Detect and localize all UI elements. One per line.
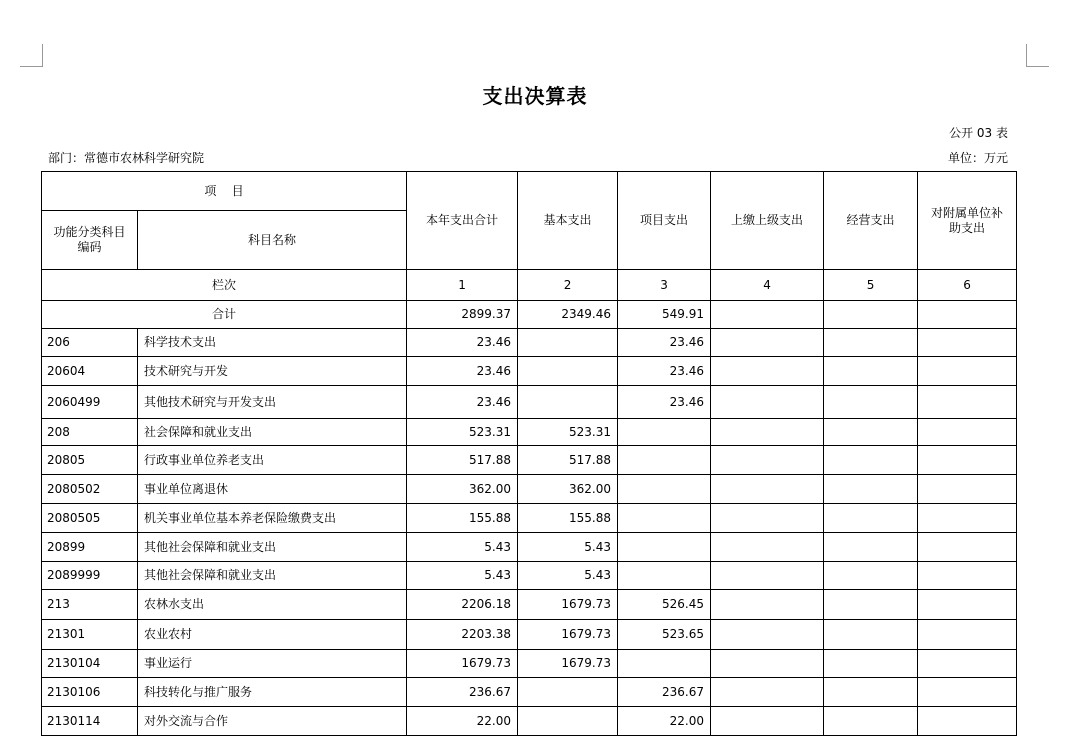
row-col4 bbox=[711, 707, 824, 736]
row-code: 2130104 bbox=[42, 650, 138, 678]
header-col6: 对附属单位补助支出 bbox=[918, 172, 1017, 270]
table-row bbox=[42, 386, 1017, 419]
table-row bbox=[42, 446, 1017, 475]
table-row bbox=[42, 590, 1017, 620]
department-label: 部门：常德市农林科学研究院 bbox=[48, 151, 205, 165]
header-name: 科目名称 bbox=[138, 211, 407, 270]
row-name: 行政事业单位养老支出 bbox=[138, 446, 407, 475]
row-name: 社会保障和就业支出 bbox=[138, 419, 407, 446]
header-row-1 bbox=[42, 172, 1017, 211]
row-col5 bbox=[824, 562, 918, 590]
row-name: 其他社会保障和就业支出 bbox=[138, 562, 407, 590]
total-basic: 2349.46 bbox=[518, 301, 618, 329]
row-basic: 155.88 bbox=[518, 504, 618, 533]
row-col5 bbox=[824, 533, 918, 562]
row-col5 bbox=[824, 446, 918, 475]
row-project: 22.00 bbox=[618, 707, 711, 736]
row-col4 bbox=[711, 329, 824, 357]
row-name: 农业农村 bbox=[138, 620, 407, 650]
row-total: 22.00 bbox=[407, 707, 518, 736]
table-row bbox=[42, 504, 1017, 533]
unit-label: 单位：万元 bbox=[947, 151, 1008, 165]
header-col5: 经营支出 bbox=[824, 172, 918, 270]
row-col6 bbox=[918, 707, 1017, 736]
row-col6 bbox=[918, 419, 1017, 446]
row-name: 其他社会保障和就业支出 bbox=[138, 533, 407, 562]
row-basic: 1679.73 bbox=[518, 590, 618, 620]
row-code: 20899 bbox=[42, 533, 138, 562]
row-col6 bbox=[918, 590, 1017, 620]
row-basic bbox=[518, 329, 618, 357]
row-col6 bbox=[918, 357, 1017, 386]
row-code: 20805 bbox=[42, 446, 138, 475]
row-total: 1679.73 bbox=[407, 650, 518, 678]
table-row bbox=[42, 650, 1017, 678]
row-code: 2060499 bbox=[42, 386, 138, 419]
row-name: 对外交流与合作 bbox=[138, 707, 407, 736]
row-col4 bbox=[711, 357, 824, 386]
row-code: 213 bbox=[42, 590, 138, 620]
row-project: 23.46 bbox=[618, 357, 711, 386]
row-total: 362.00 bbox=[407, 475, 518, 504]
index-row bbox=[42, 270, 1017, 301]
total-col4 bbox=[711, 301, 824, 329]
row-col5 bbox=[824, 357, 918, 386]
index-col-1: 1 bbox=[407, 270, 518, 301]
row-code: 2130114 bbox=[42, 707, 138, 736]
row-col6 bbox=[918, 475, 1017, 504]
row-col6 bbox=[918, 533, 1017, 562]
row-basic: 5.43 bbox=[518, 562, 618, 590]
row-col6 bbox=[918, 446, 1017, 475]
row-col5 bbox=[824, 707, 918, 736]
row-name: 事业运行 bbox=[138, 650, 407, 678]
row-col5 bbox=[824, 475, 918, 504]
row-name: 机关事业单位基本养老保险缴费支出 bbox=[138, 504, 407, 533]
row-col6 bbox=[918, 678, 1017, 707]
index-col-2: 2 bbox=[518, 270, 618, 301]
header-col4: 上缴上级支出 bbox=[711, 172, 824, 270]
row-col5 bbox=[824, 504, 918, 533]
row-col4 bbox=[711, 650, 824, 678]
row-code: 2080505 bbox=[42, 504, 138, 533]
row-project bbox=[618, 504, 711, 533]
row-project: 523.65 bbox=[618, 620, 711, 650]
row-col5 bbox=[824, 386, 918, 419]
row-total: 23.46 bbox=[407, 386, 518, 419]
table-row bbox=[42, 357, 1017, 386]
total-col6 bbox=[918, 301, 1017, 329]
row-col6 bbox=[918, 329, 1017, 357]
row-total: 23.46 bbox=[407, 329, 518, 357]
row-code: 2130106 bbox=[42, 678, 138, 707]
row-basic: 1679.73 bbox=[518, 650, 618, 678]
row-code: 208 bbox=[42, 419, 138, 446]
row-total: 517.88 bbox=[407, 446, 518, 475]
row-col6 bbox=[918, 504, 1017, 533]
row-total: 23.46 bbox=[407, 357, 518, 386]
row-col4 bbox=[711, 620, 824, 650]
row-basic: 523.31 bbox=[518, 419, 618, 446]
expenditure-table bbox=[41, 171, 1017, 736]
row-project: 23.46 bbox=[618, 329, 711, 357]
total-col5 bbox=[824, 301, 918, 329]
row-total: 5.43 bbox=[407, 562, 518, 590]
total-row bbox=[42, 301, 1017, 329]
row-col5 bbox=[824, 650, 918, 678]
row-basic bbox=[518, 707, 618, 736]
row-col5 bbox=[824, 590, 918, 620]
row-code: 20604 bbox=[42, 357, 138, 386]
row-col5 bbox=[824, 329, 918, 357]
header-code: 功能分类科目编码 bbox=[42, 211, 138, 270]
header-col1: 本年支出合计 bbox=[407, 172, 518, 270]
index-label: 栏次 bbox=[42, 270, 407, 301]
header-item bbox=[42, 172, 407, 211]
total-label: 合计 bbox=[42, 301, 407, 329]
row-project: 23.46 bbox=[618, 386, 711, 419]
table-row bbox=[42, 620, 1017, 650]
row-code: 2089999 bbox=[42, 562, 138, 590]
index-col-6: 6 bbox=[918, 270, 1017, 301]
row-total: 236.67 bbox=[407, 678, 518, 707]
row-code: 206 bbox=[42, 329, 138, 357]
page-corner-mark-left bbox=[20, 44, 43, 67]
row-project bbox=[618, 446, 711, 475]
table-row bbox=[42, 707, 1017, 736]
document-title: 支出决算表 bbox=[482, 84, 588, 108]
index-col-5: 5 bbox=[824, 270, 918, 301]
row-basic: 1679.73 bbox=[518, 620, 618, 650]
row-col4 bbox=[711, 419, 824, 446]
row-name: 科技转化与推广服务 bbox=[138, 678, 407, 707]
row-col4 bbox=[711, 446, 824, 475]
row-project: 526.45 bbox=[618, 590, 711, 620]
table-row bbox=[42, 329, 1017, 357]
row-col6 bbox=[918, 620, 1017, 650]
row-code: 2080502 bbox=[42, 475, 138, 504]
table-row bbox=[42, 419, 1017, 446]
index-col-4: 4 bbox=[711, 270, 824, 301]
row-name: 事业单位离退休 bbox=[138, 475, 407, 504]
row-project bbox=[618, 475, 711, 504]
header-item-text: 项 目 bbox=[204, 183, 244, 198]
row-name: 技术研究与开发 bbox=[138, 357, 407, 386]
row-col4 bbox=[711, 475, 824, 504]
row-basic: 517.88 bbox=[518, 446, 618, 475]
row-col5 bbox=[824, 620, 918, 650]
row-total: 523.31 bbox=[407, 419, 518, 446]
row-name: 农林水支出 bbox=[138, 590, 407, 620]
total-project: 549.91 bbox=[618, 301, 711, 329]
index-col-3: 3 bbox=[618, 270, 711, 301]
total-sum: 2899.37 bbox=[407, 301, 518, 329]
table-row bbox=[42, 533, 1017, 562]
row-basic: 362.00 bbox=[518, 475, 618, 504]
row-code: 21301 bbox=[42, 620, 138, 650]
row-project bbox=[618, 562, 711, 590]
row-basic: 5.43 bbox=[518, 533, 618, 562]
row-total: 155.88 bbox=[407, 504, 518, 533]
table-code: 公开 03 表 bbox=[949, 126, 1008, 140]
row-project bbox=[618, 533, 711, 562]
row-col4 bbox=[711, 678, 824, 707]
row-col5 bbox=[824, 678, 918, 707]
row-col6 bbox=[918, 386, 1017, 419]
row-basic bbox=[518, 678, 618, 707]
row-project bbox=[618, 650, 711, 678]
page-corner-mark-right bbox=[1026, 44, 1049, 67]
row-basic bbox=[518, 386, 618, 419]
row-col6 bbox=[918, 650, 1017, 678]
row-total: 5.43 bbox=[407, 533, 518, 562]
header-col3: 项目支出 bbox=[618, 172, 711, 270]
row-name: 科学技术支出 bbox=[138, 329, 407, 357]
row-total: 2203.38 bbox=[407, 620, 518, 650]
table-row bbox=[42, 678, 1017, 707]
row-col4 bbox=[711, 562, 824, 590]
row-col4 bbox=[711, 386, 824, 419]
row-col4 bbox=[711, 504, 824, 533]
row-name: 其他技术研究与开发支出 bbox=[138, 386, 407, 419]
row-total: 2206.18 bbox=[407, 590, 518, 620]
row-project: 236.67 bbox=[618, 678, 711, 707]
row-col4 bbox=[711, 590, 824, 620]
row-col5 bbox=[824, 419, 918, 446]
row-col6 bbox=[918, 562, 1017, 590]
table-row bbox=[42, 562, 1017, 590]
header-col2: 基本支出 bbox=[518, 172, 618, 270]
row-col4 bbox=[711, 533, 824, 562]
table-row bbox=[42, 475, 1017, 504]
row-basic bbox=[518, 357, 618, 386]
row-project bbox=[618, 419, 711, 446]
